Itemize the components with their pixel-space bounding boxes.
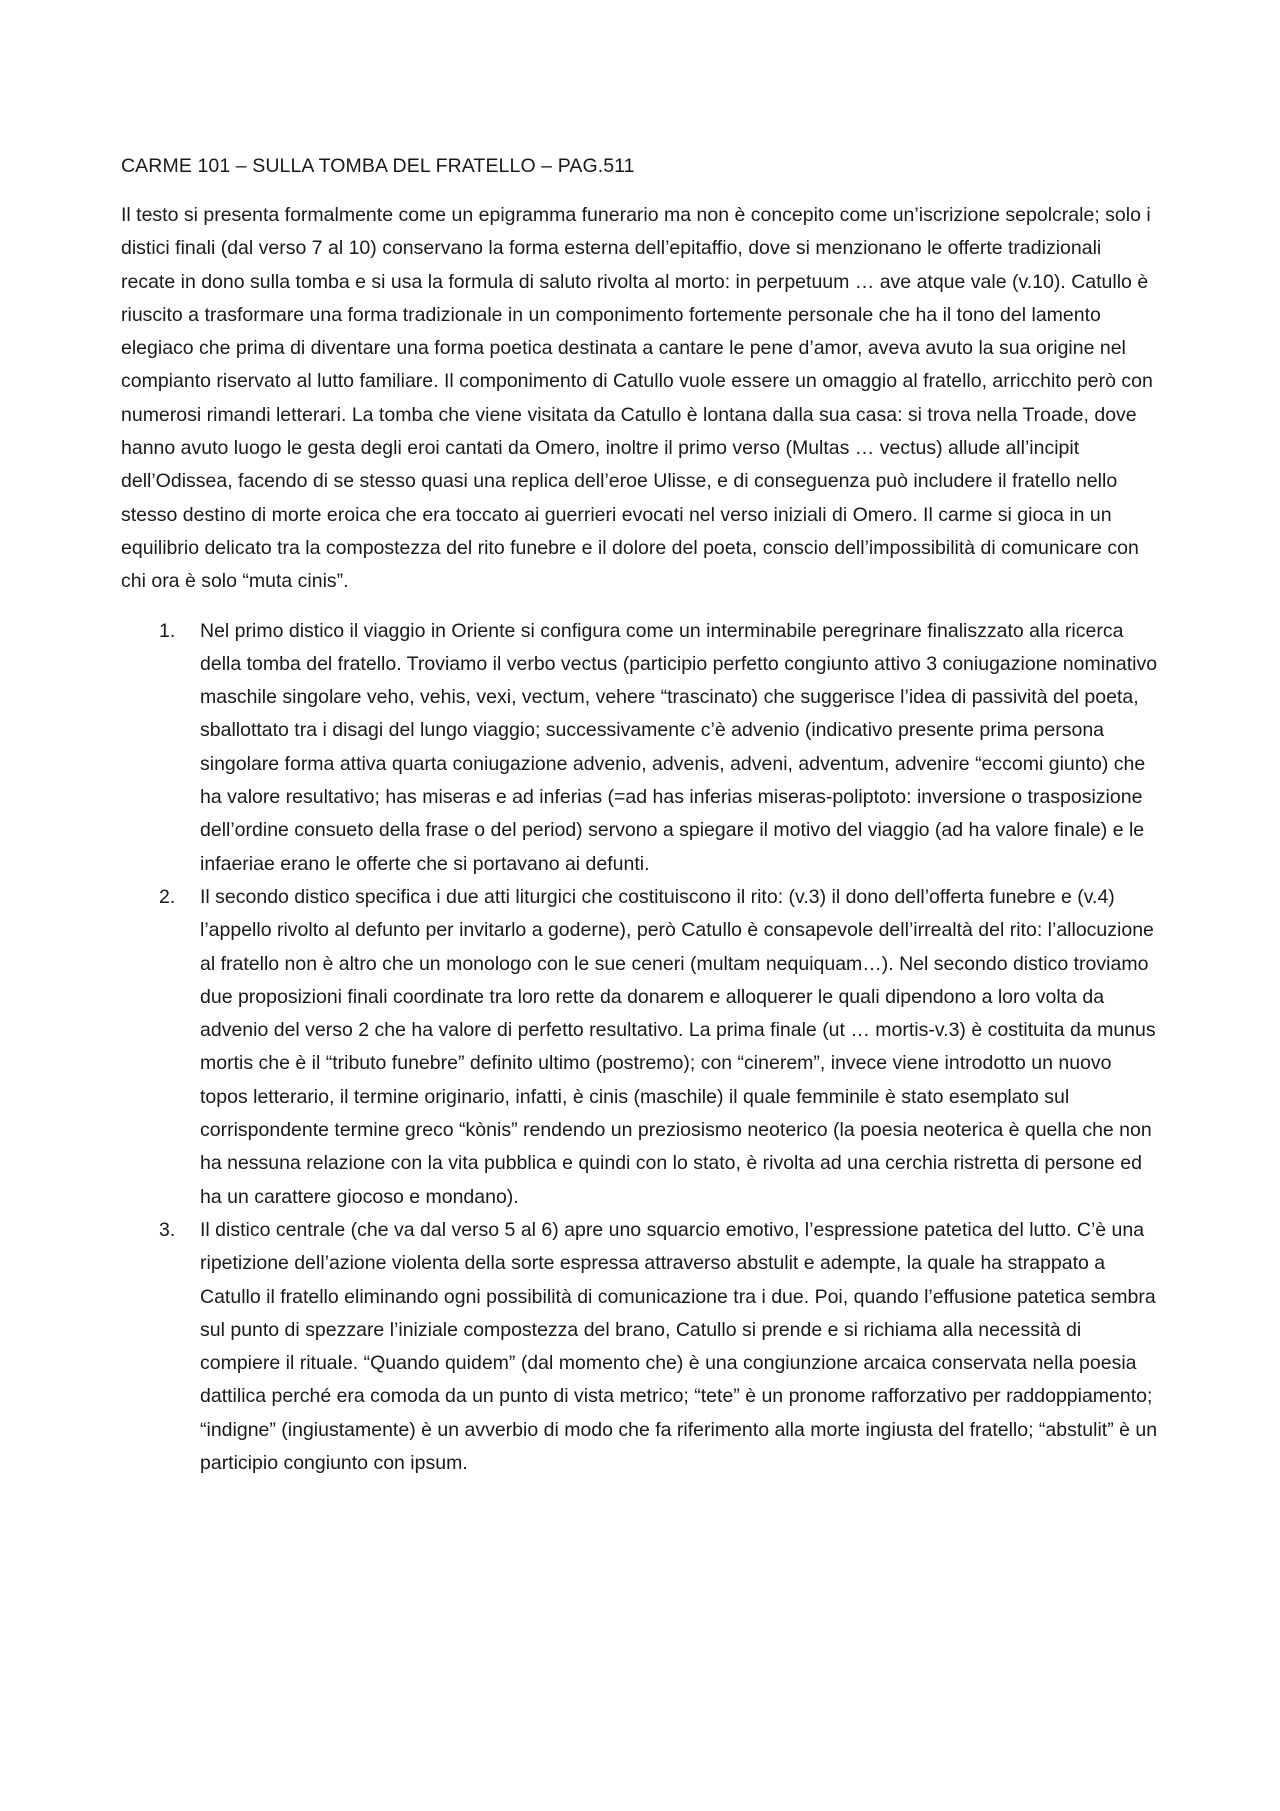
list-item-text: Il secondo distico specifica i due atti liturgici che costituiscono il rito: (v.3) il dono dell’offerta funebre e (v.4) l’appello rivolto al defunto per invitarlo a goderne), però Catullo è consapevole dell’irrealtà del rito: l’allocuzione al fratello non è altro che un monologo con le sue ceneri (multam nequiquam…). Nel secondo distico troviamo due proposizioni finali coordinate tra loro rette da donarem e alloquerer le quali dipendono a loro volta da advenio del verso 2 che ha valore di perfetto resultativo. La prima finale (ut … mortis-v.3) è costituita da munus mortis che è il “tributo funebre” definito ultimo (postremo); con “cinerem”, invece viene introdotto un nuovo topos letterario, il termine originario, infatti, è cinis (maschile) il quale femminile è stato esemplato sul corrispondente termine greco “kònis” rendendo un preziosismo neoterico (la poesia neoterica è quella che non ha nessuna relazione con la vita pubblica e quindi con lo stato, è rivolta ad una cerchia ristretta di persone ed ha un carattere giocoso e mondano). bbox=[200, 885, 1156, 1208]
list-item-text: Il distico centrale (che va dal verso 5 al 6) apre uno squarcio emotivo, l’espressione patetica del lutto. C’è una ripetizione dell’azione violenta della sorte espressa attraverso abstulit e adempte, la quale ha strappato a Catullo il fratello eliminando ogni possibilità di comunicazione tra i due. Poi, quando l’effusione patetica sembra sul punto di spezzare l’iniziale compostezza del brano, Catullo si prende e si richiama alla necessità di compiere il rituale. “Quando quidem” (dal momento che) è una congiunzione arcaica conservata nella poesia dattilica perché era comoda da un punto di vista metrico; “tete” è un pronome rafforzativo per raddoppiamento; “indigne” (ingiustamente) è un avverbio di modo che fa riferimento alla morte ingiusta del fratello; “abstulit” è un participio congiunto con ipsum. bbox=[200, 1218, 1158, 1474]
list-item-number: 1. bbox=[159, 619, 176, 642]
list-item-number: 2. bbox=[159, 885, 176, 908]
list-item bbox=[121, 881, 1160, 1214]
list-item-number: 3. bbox=[159, 1218, 176, 1241]
list-item-text: Nel primo distico il viaggio in Oriente si configura come un interminabile peregrinare finaliszzato alla ricerca della tomba del fratello. Troviamo il verbo vectus (participio perfetto congiunto attivo 3 coniugazione nominativo maschile singolare veho, vehis, vexi, vectum, vehere “trascinato) che suggerisce l’idea di passività del poeta, sballottato tra i disagi del lungo viaggio; successivamente c’è advenio (indicativo presente prima persona singolare forma attiva quarta coniugazione advenio, advenis, adveni, adventum, advenire “eccomi giunto) che ha valore resultativo; has miseras e ad inferias (=ad has inferias miseras-poliptoto: inversione o trasposizione dell’ordine consueto della frase o del period) servono a spiegare il motivo del viaggio (ad ha valore finale) e le infaeriae erano le offerte che si portavano ai defunti. bbox=[200, 619, 1158, 875]
document-title: CARME 101 – SULLA TOMBA DEL FRATELLO – PAG.511 bbox=[121, 155, 635, 177]
intro-paragraph: Il testo si presenta formalmente come un epigramma funerario ma non è concepito come un’iscrizione sepolcrale; solo i distici finali (dal verso 7 al 10) conservano la forma esterna dell’epitaffio, dove si menzionano le offerte tradizionali recate in dono sulla tomba e si usa la formula di saluto rivolta al morto: in perpetuum … ave atque vale (v.10). Catullo è riuscito a trasformare una forma tradizionale in un componimento fortemente personale che ha il tono del lamento elegiaco che prima di diventare una forma poetica destinata a cantare le pene d’amor, aveva avuto la sua origine nel compianto riservato al lutto familiare. Il componimento di Catullo vuole essere un omaggio al fratello, arricchito però con numerosi rimandi letterari. La tomba che viene visitata da Catullo è lontana dalla sua casa: si trova nella Troade, dove hanno avuto luogo le gesta degli eroi cantati da Omero, inoltre il primo verso (Multas … vectus) allude all’incipit dell’Odissea, facendo di se stesso quasi una replica dell’eroe Ulisse, e di conseguenza può includere il fratello nello stesso destino di morte eroica che era toccato ai guerrieri evocati nel verso iniziali di Omero. Il carme si gioca in un equilibrio delicato tra la compostezza del rito funebre e il dolore del poeta, conscio dell’impossibilità di comunicare con chi ora è solo “muta cinis”. bbox=[121, 204, 1153, 593]
list-item bbox=[121, 1214, 1160, 1480]
numbered-list bbox=[121, 615, 1160, 1481]
list-item bbox=[121, 615, 1160, 881]
